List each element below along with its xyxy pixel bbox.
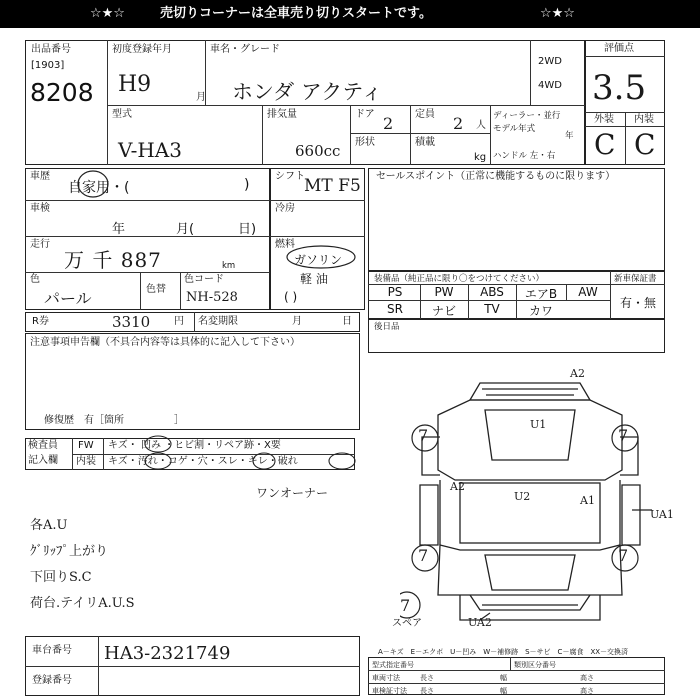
color-label: 色 [30,274,40,285]
fuel-gasoline: ガソリン [294,253,343,267]
car-name-label: 車名・グレード [210,44,280,55]
cert-dims-label: 車検証寸法 [372,687,407,695]
first-reg-value: H9 [118,72,152,97]
equip-pw: PW [434,285,454,299]
color-code-value: NH-528 [186,290,238,305]
model-value: V-HA3 [118,138,182,162]
first-reg-label: 初度登録年月 [112,44,172,55]
banner-stars-right: ☆★☆ [540,6,575,21]
cert-width: 幅 [500,687,507,695]
shift-value: MT F5 [304,176,361,196]
exterior-grade: C [594,128,616,161]
diagram-label-ua2: UA2 [468,616,492,629]
comment-2: ｸﾞﾘｯﾌﾟ上がり [30,544,109,559]
inspector-interior: 内装 [76,456,96,467]
spare-label: スペア [392,618,422,629]
banner-text: 売切りコーナーは全車売り切りスタートです。 [160,6,432,21]
capacity-label: 定員 [415,109,435,120]
inspector-fw: FW [78,440,94,451]
fuel-other: ( ) [284,290,298,304]
history-label: 車歴 [30,171,50,182]
recycle-value: 3310 [112,313,151,331]
car-name-value: ホンダ アクティ [232,80,383,104]
shift-label: シフト [275,171,305,182]
diagram-label-ua1: UA1 [650,508,674,521]
capacity-unit: 人 [476,120,486,131]
equip-navi: ナビ [431,304,456,318]
dims-height: 高さ [580,674,594,682]
capacity-value: 2 [453,114,464,133]
name-change-month: 月 [292,316,302,327]
inspector-label-1: 検査員 [28,440,58,451]
mileage-unit: km [222,261,236,271]
vehicle-dims-label: 車両寸法 [372,674,400,682]
year-unit: 年 [565,131,574,141]
comment-4: 荷台.テイリA.U.S [30,596,135,611]
first-reg-month: 月 [196,92,206,103]
inspector-interior-text: キズ・汚れ・コゲ・穴・スレ・キレ・破れ [108,456,298,467]
color-code-label: 色コード [184,274,224,285]
recycle-unit: 円 [174,316,184,327]
dims-length: 長さ [420,674,434,682]
chassis-value: HA3-2321749 [104,643,231,664]
drive-2wd: 2WD [538,56,562,67]
fuel-circle-mark [285,244,357,270]
diagram-label-a2-left: A2 [450,480,465,493]
rating-label: 評価点 [604,43,634,54]
history-circle-mark [76,169,110,199]
equipment-label: 装備品（純正品に限り〇をつけてください） [374,274,545,284]
banner-stars-left: ☆★☆ [90,6,125,21]
inspector-label-2: 記入欄 [28,455,58,466]
interior-grade: C [634,128,656,161]
tire-mark-fr: 7 [618,426,629,445]
history-close: ) [244,177,250,193]
tire-mark-fl: 7 [418,426,429,445]
color-value: パール [44,289,92,308]
displacement-value: 660cc [295,142,341,160]
repair-history: 修復歴 有［箇所 ］ [44,415,184,426]
doors-value: 2 [383,114,394,133]
history-value: 自家用・( [68,180,130,196]
registration-label: 登録番号 [32,675,72,686]
after-items-label: 後日品 [374,322,400,332]
notes-label: 注意事項申告欄（不具合内容等は具体的に記入して下さい） [30,337,300,348]
rating-value: 3.5 [592,68,647,108]
warranty-label: 新車保証書 [614,274,657,284]
type-designation-label: 型式指定番号 [372,661,414,669]
name-change-label: 名変期限 [198,316,238,327]
inspector-fw-text: キズ・ 凹み ・ヒビ割・リペア跡・X要 [108,440,281,451]
mileage-label: 走行 [30,239,50,250]
diagram-label-u1: U1 [530,418,547,431]
doors-label: ドア [355,109,375,120]
equip-airbag: エアB [524,287,558,301]
mileage-value: 万 千 887 [64,248,162,272]
diagram-label-u2: U2 [514,490,531,503]
shape-label: 形状 [355,137,375,148]
equip-aw: AW [578,285,598,299]
load-label: 積載 [415,137,435,148]
after-items-box [368,319,665,353]
inspector-marks [140,434,358,478]
comment-1: 各A.U [30,518,68,533]
inspection-year: 年 [112,222,126,237]
inspection-month: 月( [176,222,195,237]
dealer-label: ディーラー・並行 [493,111,561,121]
fuel-label: 燃料 [275,239,295,250]
damage-legend: A－キズ E－エクボ U－凹み W－補修跡 S－サビ C－腐食 XX－交換済 [378,648,629,656]
drive-4wd: 4WD [538,80,562,91]
equip-abs: ABS [480,285,504,299]
category-label: 類別区分番号 [514,661,556,669]
cert-length: 長さ [420,687,434,695]
recycle-label: R券 [32,316,49,327]
lot-label: 出品番号 [31,44,71,55]
comment-3: 下回りS.C [30,570,92,585]
lot-sub: [1903] [31,60,65,71]
equip-leather: カワ [528,304,553,318]
comment-one-owner: ワンオーナー [256,486,329,500]
warranty-value: 有・無 [620,296,657,310]
model-year-label: モデル年式 [493,124,536,134]
displacement-label: 排気量 [267,109,297,120]
handle-label: ハンドル 左・右 [493,151,556,161]
diagram-label-a1: A1 [580,494,595,507]
cert-height: 高さ [580,687,594,695]
interior-label: 内装 [634,114,654,125]
lot-number: 8208 [30,78,94,107]
model-label: 型式 [112,109,132,120]
equip-tv: TV [484,302,500,316]
load-unit: kg [474,152,487,163]
tire-mark-rl: 7 [418,546,429,565]
fuel-diesel: 軽 油 [300,272,328,286]
sales-point-box [368,168,665,271]
sales-point-label: セールスポイント（正常に機能するものに限ります） [376,171,616,182]
car-damage-diagram [400,365,690,635]
diagram-label-a2-top: A2 [570,367,585,380]
inspection-day: 日) [238,222,257,237]
equip-ps: PS [387,285,403,299]
tire-mark-spare: 7 [400,596,411,615]
chassis-label: 車台番号 [32,645,72,656]
exterior-label: 外装 [594,114,614,125]
inspection-label: 車検 [30,203,50,214]
name-change-day: 日 [342,316,352,327]
recycle-row [25,312,360,332]
dims-width: 幅 [500,674,507,682]
color-change-label: 色替 [146,284,166,295]
equip-sr: SR [387,302,403,316]
top-banner [0,0,700,28]
tire-mark-rr: 7 [618,546,629,565]
ac-label: 冷房 [275,203,295,214]
